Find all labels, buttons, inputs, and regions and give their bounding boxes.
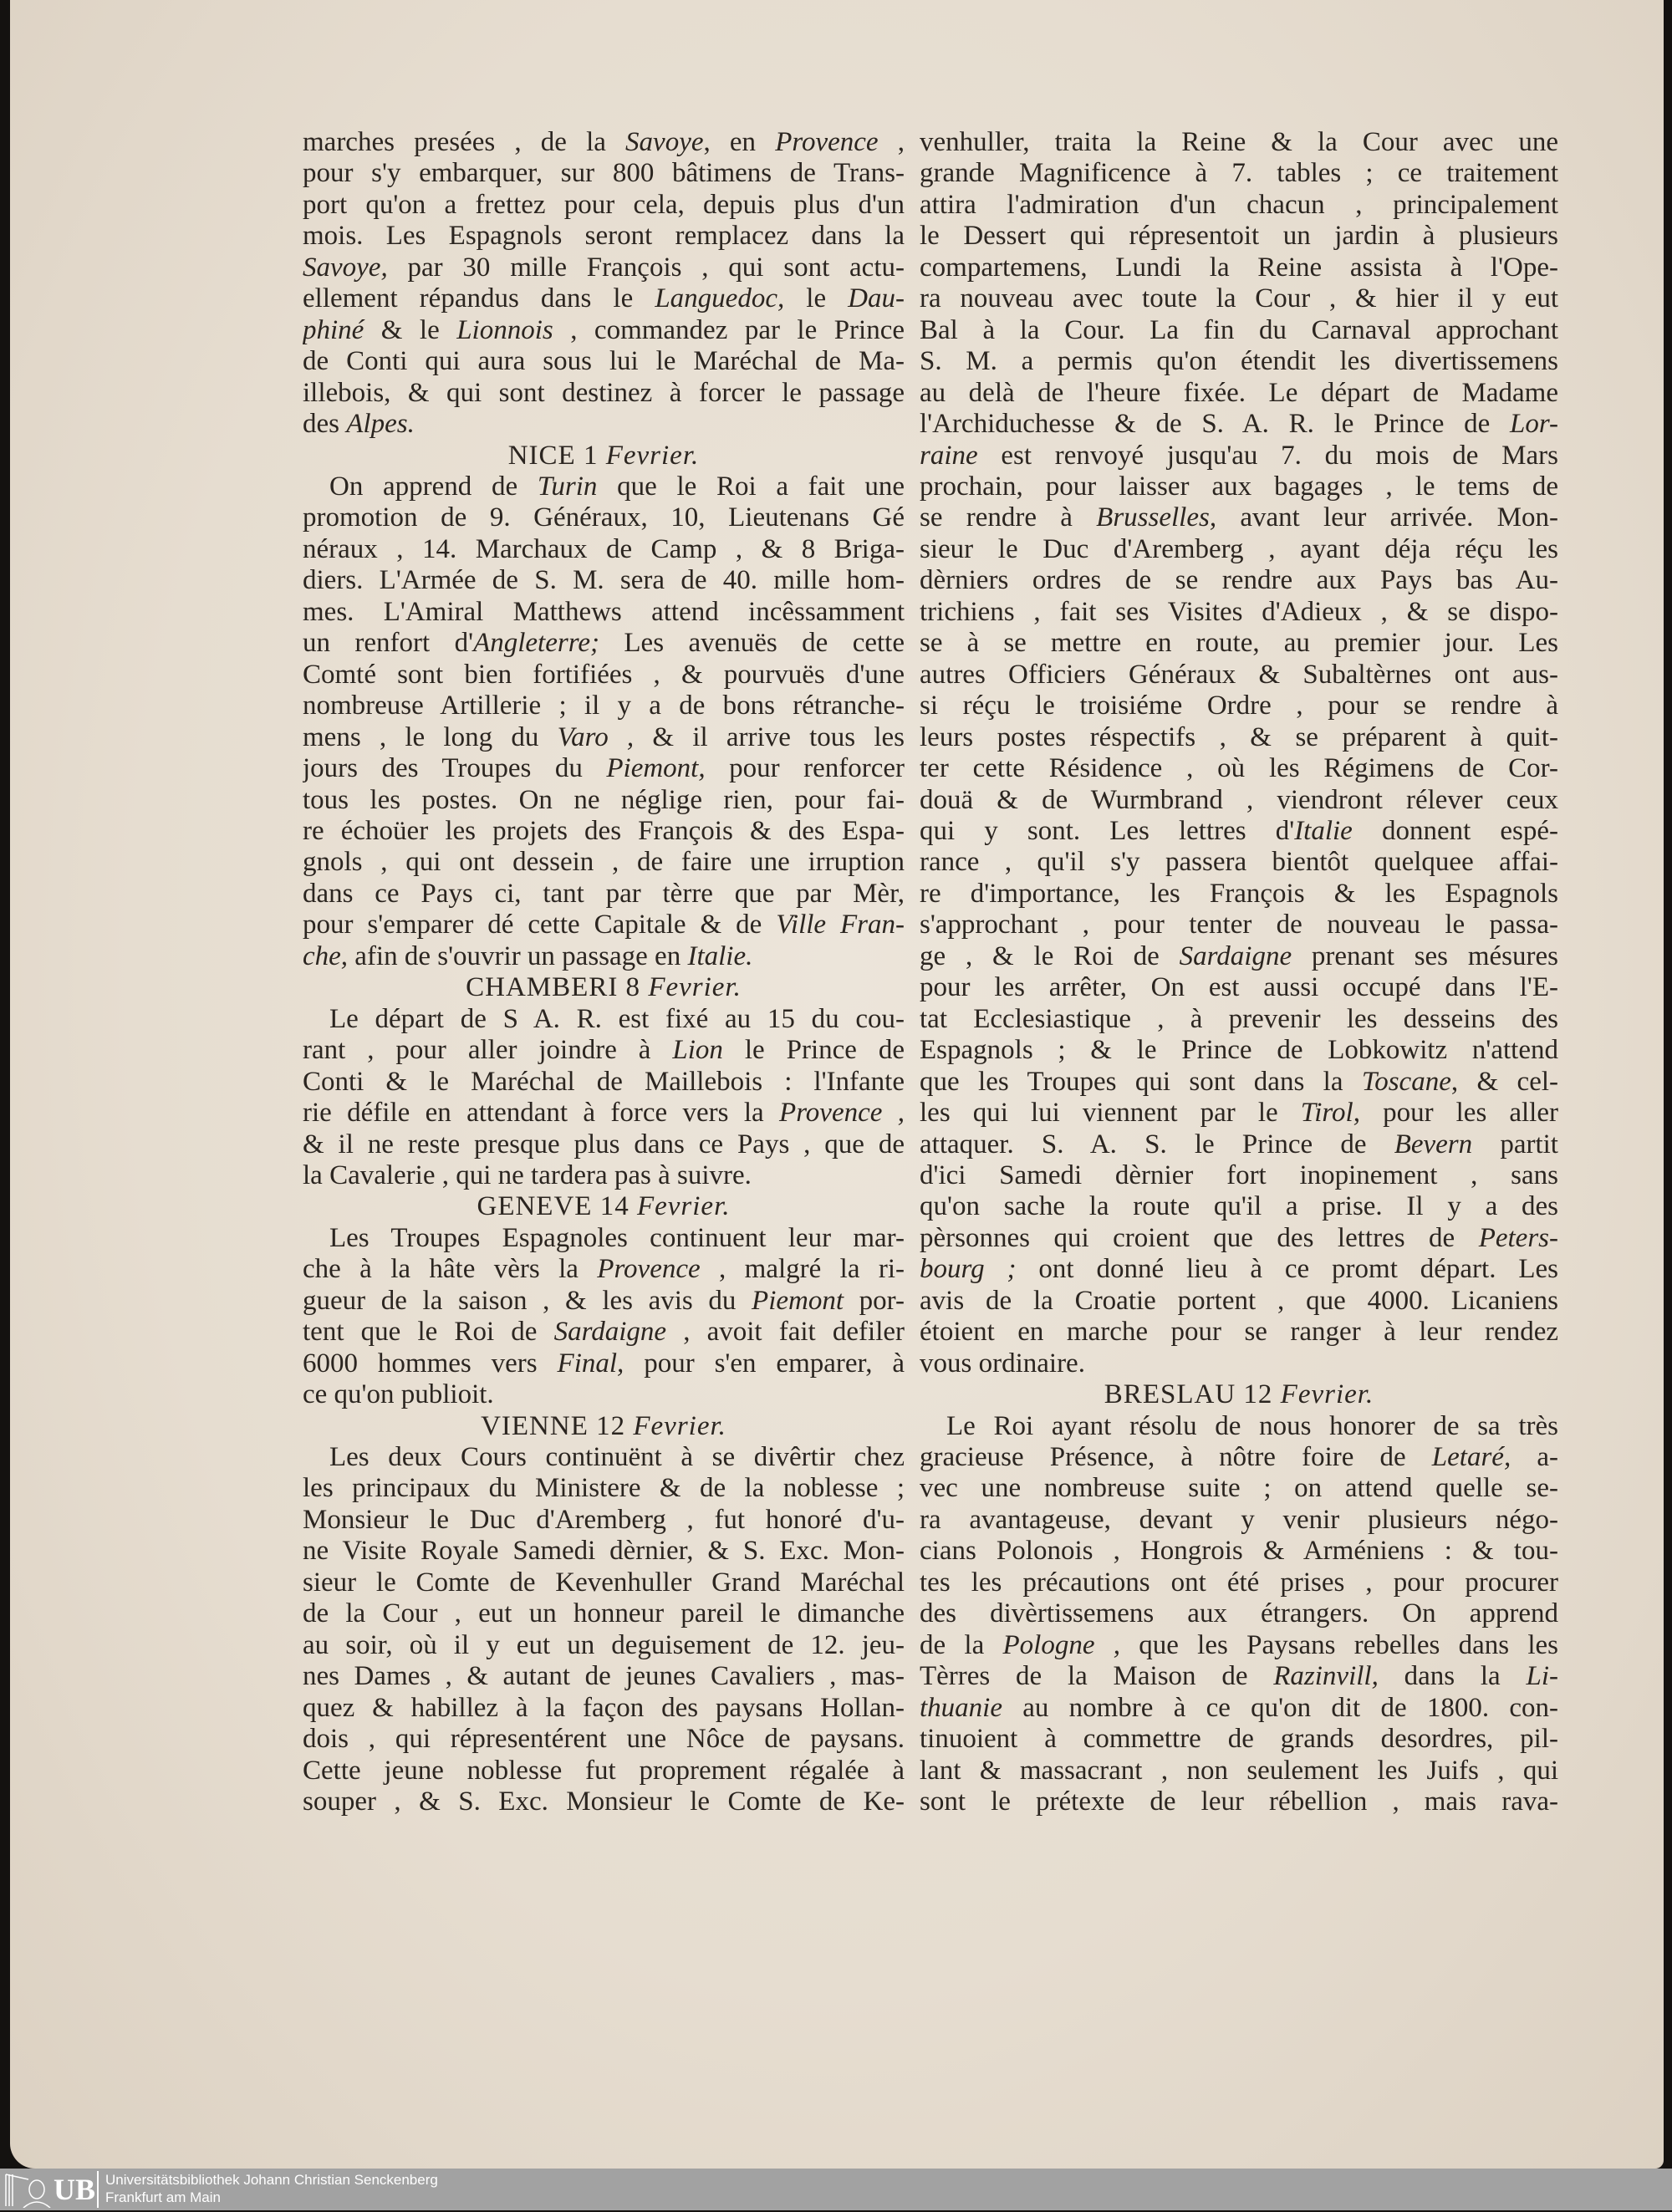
text-segment: dèrniers ordres de se rendre aux Pays bas Au- bbox=[920, 565, 1558, 596]
text-segment: port qu'on a frettez pour cela, depuis plus d'un bbox=[303, 189, 905, 220]
text-segment: de la bbox=[920, 1629, 1003, 1660]
text-line bbox=[303, 1693, 905, 1724]
text-line bbox=[303, 816, 905, 847]
text-segment: néraux , 14. Marchaux de Camp , & 8 Briga- bbox=[303, 533, 905, 564]
text-segment: rance , qu'il s'y passera bientôt quelquee affai- bbox=[920, 847, 1558, 878]
text-segment: se à se mettre en route, au premier jour. Les bbox=[920, 628, 1558, 659]
text-line bbox=[303, 1223, 905, 1254]
text-segment: pèrsonnes qui croient que des lettres de bbox=[920, 1222, 1479, 1253]
text-segment: rie défile en attendant à force vers la bbox=[303, 1098, 780, 1129]
text-line bbox=[920, 660, 1558, 691]
text-line bbox=[303, 502, 905, 533]
text-segment: trichiens , fait ses Visites d'Adieux , & se dispo- bbox=[920, 596, 1558, 627]
text-segment: ne Visite Royale Samedi dèrnier, & S. Exc. Mon- bbox=[303, 1536, 905, 1567]
text-line bbox=[303, 190, 905, 221]
text-line bbox=[920, 941, 1558, 972]
text-segment: afin de s'ouvrir un passage en bbox=[348, 940, 688, 971]
text-line bbox=[303, 785, 905, 816]
text-line bbox=[303, 1786, 905, 1817]
text-line bbox=[303, 409, 905, 440]
text-segment: attira l'admiration d'un chacun , principalement bbox=[920, 189, 1558, 220]
text-segment: ont donné lieu à ce promt départ. Les bbox=[1016, 1254, 1558, 1285]
text-segment: d'ici Samedi dèrnier fort inopinement , sans bbox=[920, 1160, 1558, 1190]
text-segment: se rendre à bbox=[920, 502, 1097, 533]
italic-place-name: Piemont bbox=[752, 1285, 844, 1316]
text-segment: est renvoyé jusqu'au 7. du mois de Mars bbox=[977, 440, 1558, 471]
italic-place-name: Sardaigne bbox=[553, 1317, 667, 1348]
text-segment: pour les aller bbox=[1359, 1098, 1558, 1129]
text-segment: ter cette Résidence , où les Régimens de Cor- bbox=[920, 753, 1558, 784]
text-segment: qui y sont. Les lettres d' bbox=[920, 815, 1295, 846]
text-line bbox=[920, 628, 1558, 659]
text-segment: un renfort d' bbox=[303, 628, 474, 659]
dateline-heading bbox=[303, 441, 905, 471]
text-line bbox=[920, 1473, 1558, 1504]
text-segment: ce qu'on publioit. bbox=[303, 1379, 494, 1410]
text-line bbox=[303, 597, 905, 628]
logo-text: UB bbox=[54, 2173, 96, 2206]
italic-place-name: Fevrier. bbox=[633, 1410, 726, 1441]
italic-place-name: Provence bbox=[775, 127, 879, 157]
text-line bbox=[920, 1129, 1558, 1160]
text-line bbox=[920, 158, 1558, 189]
text-segment: venhuller, traita la Reine & la Cour avec une bbox=[920, 127, 1558, 157]
text-line bbox=[920, 252, 1558, 283]
text-line bbox=[920, 847, 1558, 878]
italic-place-name: phiné bbox=[303, 314, 364, 345]
italic-place-name: Turin bbox=[537, 471, 598, 502]
text-segment: re d'importance, les François & les Espagnols bbox=[920, 878, 1558, 909]
italic-place-name: Final, bbox=[557, 1348, 624, 1379]
italic-place-name: Sardaigne bbox=[1179, 940, 1292, 971]
text-line bbox=[303, 910, 905, 940]
text-line bbox=[920, 910, 1558, 940]
text-segment: gueur de la saison , & les avis du bbox=[303, 1285, 752, 1316]
text-line bbox=[303, 1004, 905, 1035]
text-line bbox=[303, 1630, 905, 1661]
text-segment: Monsieur le Duc d'Aremberg , fut honoré d'u- bbox=[303, 1504, 905, 1535]
library-name-line2: Frankfurt am Main bbox=[105, 2189, 221, 2205]
text-segment: quez & habillez à la façon des paysans Hollan- bbox=[303, 1692, 905, 1723]
italic-place-name: bourg ; bbox=[920, 1254, 1017, 1285]
text-segment: NICE 1 bbox=[507, 440, 606, 471]
text-segment: attaquer. S. A. S. le Prince de bbox=[920, 1129, 1394, 1160]
text-segment: tes les précautions ont été prises , pour procurer bbox=[920, 1567, 1558, 1598]
text-line bbox=[303, 346, 905, 377]
text-line bbox=[920, 1317, 1558, 1348]
text-line bbox=[920, 1598, 1558, 1629]
text-line bbox=[920, 1160, 1558, 1191]
text-segment: l'Archiduchesse & de S. A. R. le Prince de bbox=[920, 409, 1510, 440]
text-segment: leurs postes réspectifs , & se préparent à quit- bbox=[920, 721, 1558, 752]
text-line bbox=[920, 1223, 1558, 1254]
italic-place-name: raine bbox=[920, 440, 978, 471]
text-segment: que le Roi a fait une bbox=[597, 471, 905, 502]
text-segment: étoient en marche pour se ranger à leur rendez bbox=[920, 1317, 1558, 1348]
text-segment: avant leur arrivée. Mon- bbox=[1216, 502, 1558, 533]
italic-place-name: Pologne , bbox=[1002, 1629, 1120, 1660]
text-segment: souper , & S. Exc. Monsieur le Comte de Ke- bbox=[303, 1786, 905, 1817]
text-line bbox=[303, 941, 905, 972]
text-segment: avis de la Croatie portent , que 4000. Licaniens bbox=[920, 1285, 1558, 1316]
italic-place-name: Dau- bbox=[848, 283, 905, 314]
text-line bbox=[303, 378, 905, 409]
text-segment: , commandez par le Prince bbox=[553, 314, 905, 345]
text-line bbox=[920, 1286, 1558, 1317]
italic-place-name: Varo , bbox=[557, 721, 635, 752]
dateline-heading bbox=[303, 1411, 905, 1442]
text-segment: a- bbox=[1511, 1442, 1558, 1473]
italic-place-name: Angleterre; bbox=[473, 628, 599, 659]
text-segment: lant & massacrant , non seulement les Juifs , qui bbox=[920, 1755, 1558, 1786]
text-segment: S. M. a permis qu'on étendit les divertissemens bbox=[920, 346, 1558, 377]
text-line bbox=[303, 1286, 905, 1317]
text-line bbox=[920, 190, 1558, 221]
italic-place-name: Peters- bbox=[1478, 1222, 1558, 1253]
text-segment: compartemens, Lundi la Reine assista à l'Ope- bbox=[920, 252, 1558, 283]
text-segment: au delà de l'heure fixée. Le départ de Madame bbox=[920, 377, 1558, 408]
text-segment: pour s'y embarquer, sur 800 bâtimens de Trans- bbox=[303, 158, 905, 189]
text-segment: pour s'emparer dé cette Capitale & de bbox=[303, 910, 777, 940]
italic-place-name: Li- bbox=[1526, 1661, 1558, 1692]
text-line bbox=[303, 283, 905, 314]
text-line bbox=[920, 1035, 1558, 1066]
text-segment: le Prince de bbox=[722, 1035, 905, 1066]
text-segment: dans la bbox=[1378, 1661, 1527, 1692]
italic-place-name: Toscane bbox=[1361, 1066, 1451, 1097]
text-segment: des divèrtissemens aux étrangers. On apprend bbox=[920, 1598, 1558, 1629]
text-segment: que les Paysans rebelles dans les bbox=[1120, 1629, 1558, 1660]
text-line bbox=[303, 1067, 905, 1098]
text-segment: les principaux du Ministere & de la noblesse ; bbox=[303, 1473, 905, 1504]
italic-place-name: Tirol, bbox=[1300, 1098, 1360, 1129]
text-line bbox=[920, 1693, 1558, 1724]
text-line bbox=[303, 1098, 905, 1129]
text-segment: vous ordinaire. bbox=[920, 1348, 1085, 1379]
text-segment: Les deux Cours continuënt à se divêrtir chez bbox=[329, 1442, 905, 1473]
text-line bbox=[303, 722, 905, 753]
text-segment: grande Magnificence à 7. tables ; ce traitement bbox=[920, 158, 1558, 189]
text-segment: por- bbox=[844, 1285, 905, 1316]
text-line bbox=[920, 597, 1558, 628]
italic-place-name: Fevrier. bbox=[648, 972, 742, 1003]
text-segment: Le départ de S A. R. est fixé au 15 du cou- bbox=[329, 1003, 905, 1034]
text-segment: , & cel- bbox=[1450, 1066, 1558, 1097]
text-segment: tinuoient à commettre de grands desordres, pil- bbox=[920, 1724, 1558, 1755]
text-segment: tous les postes. On ne néglige rien, pour fai- bbox=[303, 784, 905, 815]
text-line bbox=[920, 1661, 1558, 1692]
text-segment: les qui lui viennent par le bbox=[920, 1098, 1301, 1129]
text-segment: On apprend de bbox=[329, 471, 538, 502]
italic-place-name: che, bbox=[303, 940, 349, 971]
italic-place-name: Savoye bbox=[625, 127, 704, 157]
text-line bbox=[303, 660, 905, 691]
text-segment: s'approchant , pour tenter de nouveau le passa- bbox=[920, 910, 1558, 940]
text-line bbox=[303, 1473, 905, 1504]
text-segment: nombreuse Artillerie ; il y a de bons rétranche- bbox=[303, 691, 905, 721]
ub-logo bbox=[3, 2171, 95, 2208]
text-segment: Le Roi ayant résolu de nous honorer de sa très bbox=[946, 1410, 1558, 1441]
text-segment: ra nouveau avec toute la Cour , & hier il y eut bbox=[920, 283, 1558, 314]
text-segment: , malgré la ri- bbox=[700, 1254, 905, 1285]
text-segment: marches presées , de la bbox=[303, 127, 626, 157]
text-segment: vec une nombreuse suite ; on attend quelle se- bbox=[920, 1473, 1558, 1504]
text-segment: illebois, & qui sont destinez à forcer le passage bbox=[303, 377, 905, 408]
text-segment: au nombre à ce qu'on dit de 1800. con- bbox=[1002, 1692, 1558, 1723]
text-segment: cians Polonois , Hongrois & Arméniens : & tou- bbox=[920, 1536, 1558, 1567]
italic-place-name: Razinvill, bbox=[1273, 1661, 1379, 1692]
text-segment: dois , qui répresentérent une Nôce de paysans. bbox=[303, 1724, 905, 1755]
text-line bbox=[920, 409, 1558, 440]
text-segment: rant , pour aller joindre à bbox=[303, 1035, 673, 1066]
text-segment: re échoüer les projets des François & des Espa- bbox=[303, 815, 905, 846]
text-line bbox=[920, 1505, 1558, 1536]
text-segment: sieur le Duc d'Aremberg , ayant déja réçu les bbox=[920, 533, 1558, 564]
text-segment: mens , le long du bbox=[303, 721, 558, 752]
text-line bbox=[920, 1442, 1558, 1473]
portrait-icon bbox=[3, 2171, 52, 2208]
italic-place-name: Languedoc, bbox=[655, 283, 785, 314]
text-line bbox=[303, 879, 905, 910]
text-segment: Les Troupes Espagnoles continuent leur mar- bbox=[329, 1222, 905, 1253]
italic-place-name: Provence bbox=[597, 1254, 701, 1285]
italic-place-name: Italie bbox=[1294, 815, 1353, 846]
text-line bbox=[920, 1786, 1558, 1817]
text-line bbox=[920, 972, 1558, 1003]
italic-place-name: Fevrier. bbox=[636, 1191, 731, 1222]
text-segment: pour renforcer bbox=[705, 753, 905, 784]
text-segment: Les avenuës de cette bbox=[599, 628, 905, 659]
text-line bbox=[920, 722, 1558, 753]
text-segment: nes Dames , & autant de jeunes Cavaliers , mas- bbox=[303, 1661, 905, 1692]
text-line bbox=[303, 1129, 905, 1160]
text-column-right bbox=[920, 127, 1558, 1817]
newspaper-page bbox=[10, 0, 1664, 2169]
text-segment: de Conti qui aura sous lui le Maréchal de Ma- bbox=[303, 346, 905, 377]
text-line bbox=[920, 441, 1558, 471]
text-segment: , avoit fait defiler bbox=[666, 1317, 905, 1348]
text-segment: le bbox=[784, 283, 849, 314]
text-line bbox=[920, 534, 1558, 565]
text-segment: mois. Les Espagnols seront remplacez dans la bbox=[303, 221, 905, 252]
text-segment: , bbox=[878, 127, 905, 157]
text-segment: sont le prétexte de leur rébellion , mais rava- bbox=[920, 1786, 1558, 1817]
text-line bbox=[920, 283, 1558, 314]
text-segment: Espagnols ; & le Prince de Lobkowitz n'attend bbox=[920, 1035, 1558, 1066]
text-segment: que les Troupes qui sont dans la bbox=[920, 1066, 1362, 1097]
library-name-line1: Universitätsbibliothek Johann Christian Senckenberg bbox=[105, 2172, 438, 2188]
text-segment: par 30 mille François , qui sont actu- bbox=[387, 252, 905, 283]
text-line bbox=[920, 502, 1558, 533]
text-segment: partit bbox=[1472, 1129, 1558, 1160]
text-line bbox=[303, 847, 905, 878]
text-line bbox=[303, 1756, 905, 1786]
italic-place-name: Lionnois bbox=[456, 314, 553, 345]
logo-frame bbox=[3, 2171, 99, 2208]
text-line bbox=[920, 1098, 1558, 1129]
text-line bbox=[920, 1724, 1558, 1755]
dateline-heading bbox=[303, 972, 905, 1003]
text-line bbox=[920, 1254, 1558, 1285]
text-segment: & le bbox=[364, 314, 457, 345]
text-segment: dans ce Pays ci, tant par tèrre que par Mèr, bbox=[303, 878, 905, 909]
italic-place-name: Fevrier. bbox=[605, 440, 700, 471]
text-segment: gnols , qui ont dessein , de faire une irruption bbox=[303, 847, 905, 878]
library-name bbox=[105, 2171, 438, 2206]
text-segment: tent que le Roi de bbox=[303, 1317, 554, 1348]
text-line bbox=[303, 1598, 905, 1629]
italic-place-name: thuanie bbox=[920, 1692, 1002, 1723]
text-line bbox=[920, 1411, 1558, 1442]
italic-place-name: Brusselles, bbox=[1096, 502, 1217, 533]
text-line bbox=[920, 785, 1558, 816]
italic-place-name: Provence , bbox=[779, 1098, 905, 1129]
text-line bbox=[920, 315, 1558, 346]
text-line bbox=[920, 1067, 1558, 1098]
italic-place-name: Lion bbox=[672, 1035, 723, 1066]
text-segment: Cette jeune noblesse fut proprement régalée à bbox=[303, 1755, 905, 1786]
text-line bbox=[303, 1536, 905, 1567]
text-segment: sieur le Comte de Kevenhuller Grand Maréchal bbox=[303, 1567, 905, 1598]
italic-place-name: Letaré, bbox=[1431, 1442, 1511, 1473]
text-line bbox=[920, 879, 1558, 910]
text-segment: 6000 hommes vers bbox=[303, 1348, 558, 1379]
text-line bbox=[303, 1724, 905, 1755]
text-line bbox=[303, 127, 905, 158]
text-line bbox=[920, 1191, 1558, 1222]
text-line bbox=[920, 221, 1558, 252]
text-line bbox=[303, 1254, 905, 1285]
dateline-heading bbox=[920, 1379, 1558, 1410]
text-segment: Bal à la Cour. La fin du Carnaval approchant bbox=[920, 314, 1558, 345]
text-segment: des bbox=[303, 409, 347, 440]
text-line bbox=[303, 1035, 905, 1066]
text-segment: Tèrres de la Maison de bbox=[920, 1661, 1274, 1692]
dateline-heading bbox=[303, 1191, 905, 1222]
text-line bbox=[303, 1661, 905, 1692]
text-segment: autres Officiers Généraux & Subaltèrnes ont aus- bbox=[920, 659, 1558, 690]
text-segment: prochain, pour laisser aux bagages , le tems de bbox=[920, 471, 1558, 502]
text-segment: diers. L'Armée de S. M. sera de 40. mille hom- bbox=[303, 565, 905, 596]
italic-place-name: Italie. bbox=[687, 940, 753, 971]
text-line bbox=[920, 1567, 1558, 1598]
text-line bbox=[303, 221, 905, 252]
italic-place-name: Bevern bbox=[1394, 1129, 1473, 1160]
text-segment: CHAMBERI 8 bbox=[466, 972, 649, 1003]
text-line bbox=[920, 816, 1558, 847]
text-segment: GENEVE 14 bbox=[477, 1191, 637, 1222]
italic-place-name: Alpes. bbox=[346, 409, 415, 440]
text-line bbox=[303, 753, 905, 784]
text-line bbox=[920, 1756, 1558, 1786]
text-segment: che à la hâte vèrs la bbox=[303, 1254, 598, 1285]
text-line bbox=[303, 1348, 905, 1379]
text-segment: de la Cour , eut un honneur pareil le dimanche bbox=[303, 1598, 905, 1629]
text-segment: pour les arrêter, On est aussi occupé dans l'E- bbox=[920, 972, 1558, 1003]
text-line bbox=[303, 534, 905, 565]
text-segment: ra avantageuse, devant y venir plusieurs négo- bbox=[920, 1504, 1558, 1535]
text-segment: , en bbox=[703, 127, 776, 157]
text-segment: au soir, où il y eut un deguisement de 12. jeu- bbox=[303, 1629, 905, 1660]
text-line bbox=[303, 1442, 905, 1473]
text-segment: VIENNE 12 bbox=[481, 1410, 634, 1441]
text-line bbox=[303, 1160, 905, 1191]
text-line bbox=[303, 565, 905, 596]
text-line bbox=[303, 1379, 905, 1410]
text-line bbox=[303, 252, 905, 283]
text-line bbox=[303, 691, 905, 721]
text-segment: jours des Troupes du bbox=[303, 753, 607, 784]
text-line bbox=[303, 628, 905, 659]
text-line bbox=[920, 1004, 1558, 1035]
text-segment: ellement répandus dans le bbox=[303, 283, 655, 314]
text-line bbox=[920, 471, 1558, 502]
text-segment: BRESLAU 12 bbox=[1104, 1379, 1281, 1410]
text-segment: si réçu le troisiéme Ordre , pour se rendre à bbox=[920, 691, 1558, 721]
text-segment: gracieuse Présence, à nôtre foire de bbox=[920, 1442, 1432, 1473]
text-line bbox=[920, 1536, 1558, 1567]
text-column-left bbox=[303, 127, 905, 1817]
text-segment: mes. L'Amiral Matthews attend incêssamment bbox=[303, 596, 905, 627]
text-segment: la Cavalerie , qui ne tardera pas à suivre. bbox=[303, 1160, 752, 1190]
text-segment: donnent espé- bbox=[1352, 815, 1558, 846]
text-segment: qu'on sache la route qu'il a prise. Il y a des bbox=[920, 1191, 1558, 1222]
text-segment: douä & de Wurmbrand , viendront rélever ceux bbox=[920, 784, 1558, 815]
text-line bbox=[920, 1630, 1558, 1661]
text-segment: & il arrive tous les bbox=[634, 721, 905, 752]
text-segment: & il ne reste presque plus dans ce Pays , que de bbox=[303, 1129, 905, 1160]
text-line bbox=[920, 378, 1558, 409]
italic-place-name: Piemont, bbox=[606, 753, 706, 784]
text-line bbox=[303, 158, 905, 189]
text-line bbox=[920, 753, 1558, 784]
text-line bbox=[303, 1317, 905, 1348]
text-segment: prenant ses mésures bbox=[1292, 940, 1558, 971]
text-line bbox=[303, 471, 905, 502]
text-line bbox=[920, 565, 1558, 596]
italic-place-name: Ville Fran- bbox=[776, 910, 905, 940]
text-line bbox=[920, 1348, 1558, 1379]
italic-place-name: Savoye, bbox=[303, 252, 388, 283]
text-segment: promotion de 9. Généraux, 10, Lieutenans Gé bbox=[303, 502, 905, 533]
text-line bbox=[303, 1505, 905, 1536]
text-line bbox=[303, 1567, 905, 1598]
text-segment: Conti & le Maréchal de Maillebois : l'Infante bbox=[303, 1066, 905, 1097]
text-line bbox=[303, 315, 905, 346]
library-footer-bar bbox=[0, 2169, 1672, 2210]
text-segment: le Dessert qui répresentoit un jardin à plusieurs bbox=[920, 221, 1558, 252]
text-segment: Comté sont bien fortifiées , & pourvuës d'une bbox=[303, 659, 905, 690]
text-segment: tat Ecclesiastique , à prevenir les desseins des bbox=[920, 1003, 1558, 1034]
text-line bbox=[920, 691, 1558, 721]
text-line bbox=[920, 346, 1558, 377]
italic-place-name: Fevrier. bbox=[1280, 1379, 1374, 1410]
text-segment: pour s'en emparer, à bbox=[624, 1348, 905, 1379]
text-line bbox=[920, 127, 1558, 158]
text-segment: ge , & le Roi de bbox=[920, 940, 1180, 971]
italic-place-name: Lor- bbox=[1509, 409, 1558, 440]
